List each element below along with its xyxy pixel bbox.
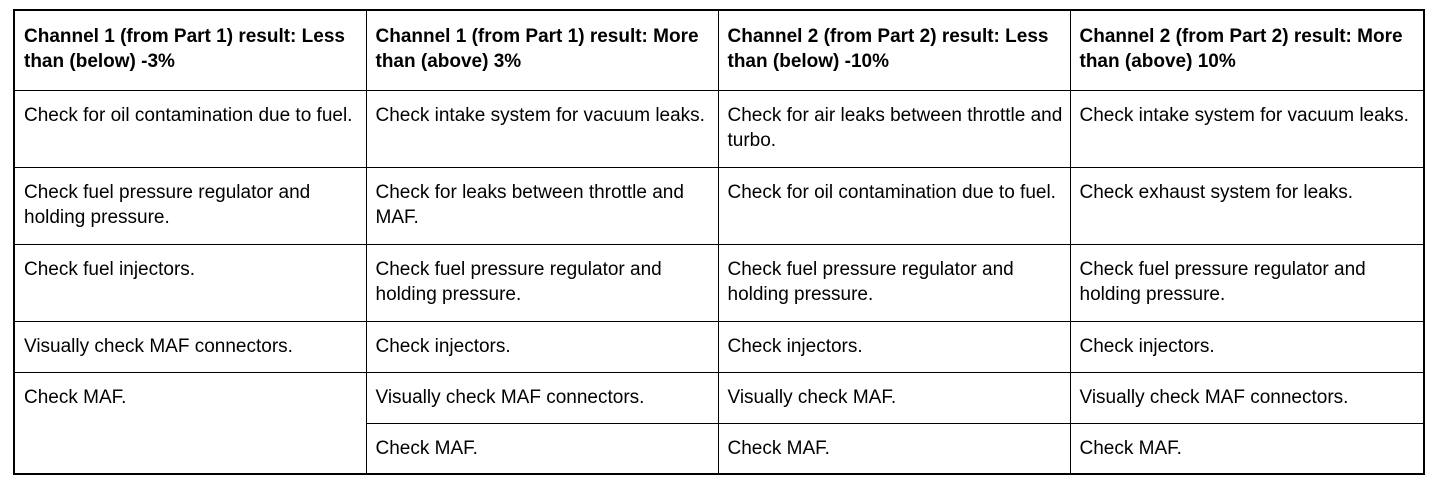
table-cell: Check injectors.: [366, 321, 718, 372]
table-cell: Check fuel pressure regulator and holding pressure.: [1070, 244, 1424, 321]
header-cell-ch1-below: Channel 1 (from Part 1) result: Less than (below) -3%: [14, 10, 366, 90]
table-cell: Visually check MAF connectors.: [366, 372, 718, 423]
table-header: [14, 10, 1424, 90]
table-cell: Check exhaust system for leaks.: [1070, 167, 1424, 244]
table-row: [14, 372, 1424, 423]
table-cell: Check MAF.: [14, 372, 366, 474]
table-cell: Check fuel pressure regulator and holding pressure.: [718, 244, 1070, 321]
header-cell-ch2-below: Channel 2 (from Part 2) result: Less than (below) -10%: [718, 10, 1070, 90]
diagnostic-table: [13, 9, 1425, 475]
table-body: [14, 90, 1424, 474]
table-cell: Check MAF.: [1070, 423, 1424, 474]
table-cell: Check for leaks between throttle and MAF.: [366, 167, 718, 244]
table-cell: Check intake system for vacuum leaks.: [1070, 90, 1424, 167]
table-cell: Visually check MAF.: [718, 372, 1070, 423]
table-row: [14, 167, 1424, 244]
header-cell-ch2-above: Channel 2 (from Part 2) result: More than (above) 10%: [1070, 10, 1424, 90]
table-cell: Check for air leaks between throttle and turbo.: [718, 90, 1070, 167]
table-cell: Check fuel pressure regulator and holding pressure.: [366, 244, 718, 321]
table-cell: Check injectors.: [718, 321, 1070, 372]
table-cell: Check for oil contamination due to fuel.: [14, 90, 366, 167]
table-row: [14, 90, 1424, 167]
table-row: [14, 244, 1424, 321]
table-row: [14, 321, 1424, 372]
table-cell: Check MAF.: [718, 423, 1070, 474]
table-cell: Check injectors.: [1070, 321, 1424, 372]
table-cell: Check for oil contamination due to fuel.: [718, 167, 1070, 244]
header-row: [14, 10, 1424, 90]
table-cell: Visually check MAF connectors.: [1070, 372, 1424, 423]
table-cell: Check MAF.: [366, 423, 718, 474]
table-cell: Check fuel pressure regulator and holding pressure.: [14, 167, 366, 244]
table-cell: Check intake system for vacuum leaks.: [366, 90, 718, 167]
table-cell: Check fuel injectors.: [14, 244, 366, 321]
table-cell: Visually check MAF connectors.: [14, 321, 366, 372]
header-cell-ch1-above: Channel 1 (from Part 1) result: More than (above) 3%: [366, 10, 718, 90]
